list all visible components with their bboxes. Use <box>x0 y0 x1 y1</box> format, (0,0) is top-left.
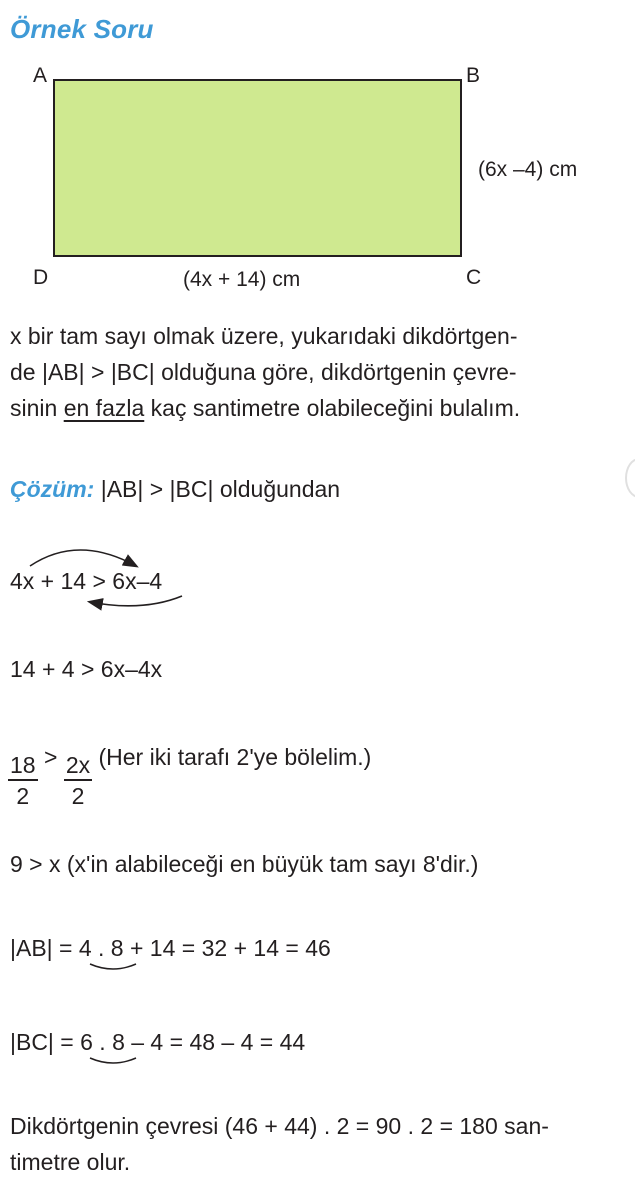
substitution-curve-icon <box>86 962 142 974</box>
fraction-numerator: 2x <box>64 751 92 781</box>
equation-step-4: 9 > x (x'in alabileceği en büyük tam sayı 8'dir.) <box>10 851 479 877</box>
problem-text: kaç santimetre olabileceğini bulalım. <box>144 395 521 421</box>
fraction-numerator: 18 <box>8 751 38 781</box>
conclusion <box>10 1108 549 1180</box>
side-bc-length-label: (6x –4) cm <box>478 158 578 181</box>
side-dc-length-label: (4x + 14) cm <box>183 268 301 291</box>
problem-statement <box>10 318 625 426</box>
rectangle-figure <box>53 79 462 257</box>
step-note: (Her iki tarafı 2'ye bölelim.) <box>98 744 372 770</box>
arrow-right-icon <box>30 550 136 566</box>
vertex-d-label: D <box>33 266 49 289</box>
problem-line: de |AB| > |BC| olduğuna göre, dikdörtgenin çevre- <box>10 359 517 385</box>
solution-heading <box>10 476 340 503</box>
problem-line: x bir tam sayı olmak üzere, yukarıdaki dikdörtgen- <box>10 323 518 349</box>
solution-intro: |AB| > |BC| olduğundan <box>94 476 341 502</box>
arrow-left-icon <box>90 596 182 606</box>
problem-text: sinin <box>10 395 64 421</box>
conclusion-line: timetre olur. <box>10 1149 131 1175</box>
fraction-denominator: 2 <box>16 782 30 809</box>
equation-step-2: 14 + 4 > 6x–4x <box>10 656 163 682</box>
solution-label: Çözüm: <box>10 476 95 502</box>
fraction-right <box>64 751 92 811</box>
fraction-denominator: 2 <box>71 782 85 809</box>
conclusion-line: Dikdörtgenin çevresi (46 + 44) . 2 = 90 . 2 = 180 san- <box>10 1113 549 1139</box>
page-title: Örnek Soru <box>10 14 154 44</box>
vertex-b-label: B <box>466 64 481 87</box>
emphasis-underlined: en fazla <box>63 395 145 421</box>
vertex-c-label: C <box>466 266 482 289</box>
equation-step-5: |AB| = 4 . 8 + 14 = 32 + 14 = 46 <box>10 935 331 961</box>
inequality-sign: > <box>43 744 58 770</box>
fraction-left <box>8 751 38 811</box>
vertex-a-label: A <box>33 64 48 87</box>
problem-line <box>10 390 625 426</box>
equation-step-1: 4x + 14 > 6x–4 <box>10 568 163 594</box>
equation-step-3 <box>8 744 371 811</box>
substitution-curve-icon <box>86 1056 142 1068</box>
page-edge-mark <box>625 458 635 498</box>
equation-step-6: |BC| = 6 . 8 – 4 = 48 – 4 = 44 <box>10 1029 306 1055</box>
